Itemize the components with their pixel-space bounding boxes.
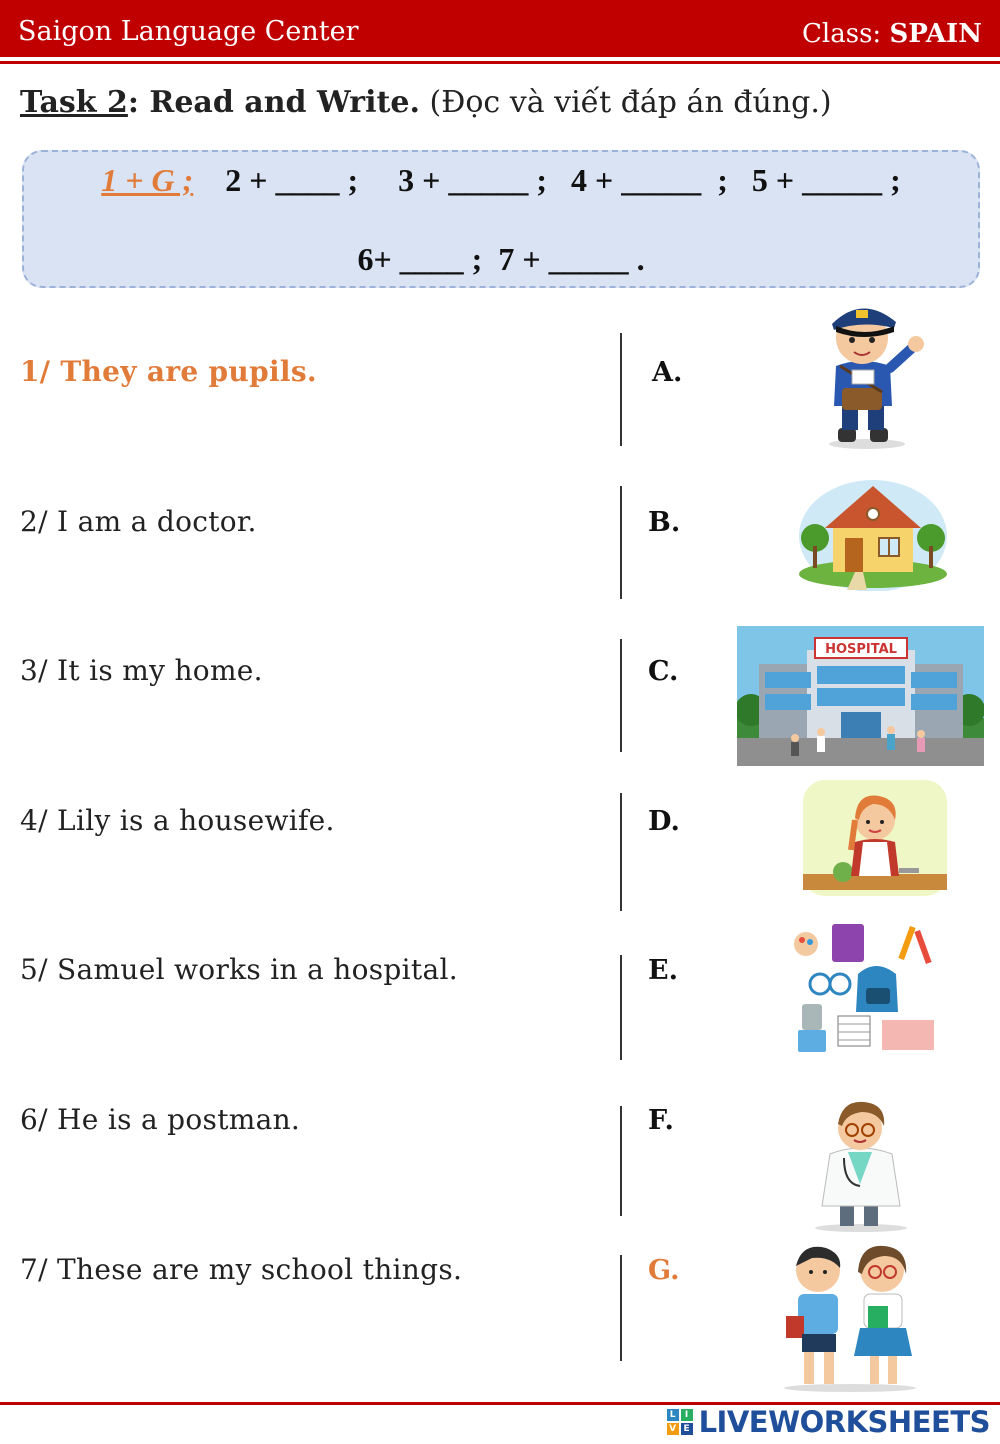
- task-number: Task 2: [20, 85, 128, 120]
- letter-d: D.: [648, 806, 680, 837]
- task-instruction-vietnamese: (Đọc và viết đáp án đúng.): [419, 85, 832, 120]
- letter-b: B.: [648, 507, 681, 538]
- hospital-sign-text: HOSPITAL: [825, 642, 897, 657]
- brand-name: LIVEWORKSHEETS: [698, 1405, 990, 1439]
- class-prefix: Class:: [802, 19, 890, 49]
- class-label: [802, 19, 982, 49]
- letter-g: G.: [648, 1255, 680, 1286]
- divider-7: [620, 1255, 622, 1361]
- answer-blanks-row-1[interactable]: 2 + ____ ; 3 + _____ ; 4 + _____ ; 5 + _____ ;: [193, 162, 901, 198]
- logo-letter-v: V: [667, 1423, 679, 1435]
- logo-squares-icon: [667, 1409, 693, 1435]
- letter-e: E.: [648, 955, 678, 986]
- logo-letter-e: E: [681, 1423, 693, 1435]
- postman-picture: [812, 296, 932, 450]
- sentence-2: 2/ I am a doctor.: [20, 505, 257, 538]
- center-name: Saigon Language Center: [18, 16, 359, 47]
- sentence-6: 6/ He is a postman.: [20, 1103, 301, 1136]
- sentence-3: 3/ It is my home.: [20, 654, 263, 687]
- sentence-1: 1/ They are pupils.: [20, 355, 317, 388]
- answer-example: 1 + G ;: [101, 162, 194, 198]
- divider-6: [620, 1106, 622, 1216]
- letter-f: F.: [648, 1105, 674, 1136]
- house-picture: [797, 476, 949, 591]
- logo-letter-l: L: [667, 1409, 679, 1421]
- doctor-picture: [808, 1094, 914, 1232]
- task-title: [20, 85, 832, 120]
- sentence-4: 4/ Lily is a housewife.: [20, 804, 335, 837]
- divider-4: [620, 793, 622, 911]
- answer-box: [22, 150, 980, 288]
- letter-c: C.: [648, 656, 679, 687]
- divider-5: [620, 955, 622, 1060]
- header-bar: [0, 0, 1000, 57]
- sentence-5: 5/ Samuel works in a hospital.: [20, 953, 458, 986]
- divider-1: [620, 333, 622, 446]
- task-label: : Read and Write.: [127, 85, 420, 120]
- divider-2: [620, 486, 622, 599]
- header-divider: [0, 61, 1000, 64]
- answer-row-1: [24, 162, 978, 199]
- sentence-7: 7/ These are my school things.: [20, 1253, 463, 1286]
- school-things-picture: [792, 918, 942, 1054]
- answer-row-2[interactable]: 6+ ____ ; 7 + _____ .: [357, 241, 645, 277]
- housewife-picture: [803, 780, 947, 896]
- hospital-picture: [737, 626, 984, 766]
- liveworksheets-logo[interactable]: [667, 1404, 990, 1440]
- letter-a: A.: [652, 357, 683, 388]
- class-name: SPAIN: [889, 19, 982, 49]
- divider-3: [620, 639, 622, 752]
- logo-letter-i: I: [681, 1409, 693, 1421]
- pupils-picture: [780, 1244, 922, 1392]
